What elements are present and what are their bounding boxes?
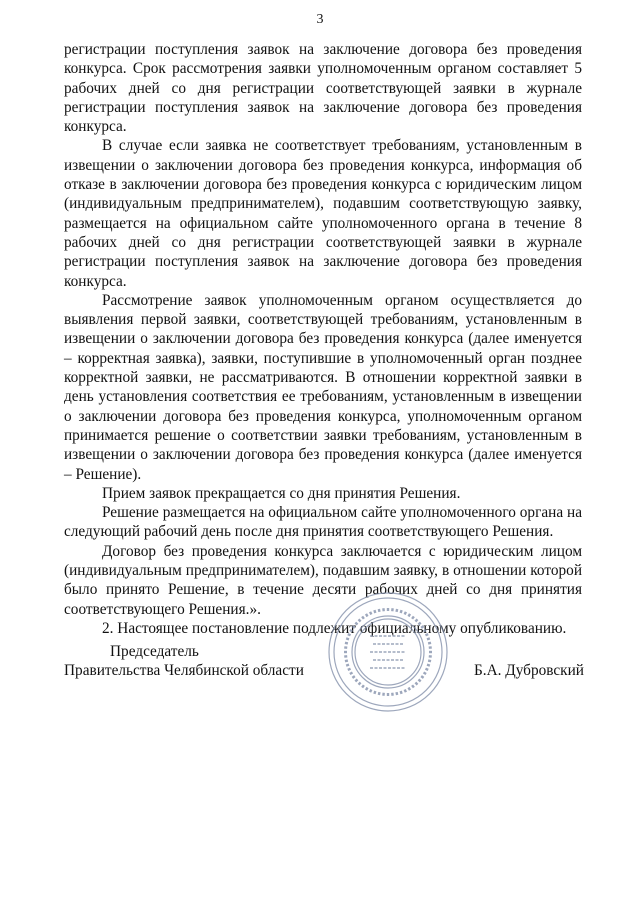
paragraph: 2. Настоящее постановление подлежит официальному опубликованию.: [102, 619, 567, 637]
paragraph: В случае если заявка не соответствует требованиям, установленным в извещении о заключении договора без проведения конкурса, информация об отказе в заключении договора без проведения конкурса с юридическим лицом (индивидуальным предпринимателем), подавшим соответствующую заявку, размещается на официальном сайте уполномоченного органа в течение 8 рабочих дней со дня регистрации соответствующей заявки в журнале регистрации поступления заявок на заключение договора без проведения конкурса.: [64, 137, 582, 290]
paragraph: Рассмотрение заявок уполномоченным органом осуществляется до выявления первой заявки, соответствующей требованиям, установленным в извещении о заключении договора без проведения конкурса (далее именуется – корректная заявка), заявки, поступившие в уполномоченный орган позднее корректной заявки, не рассматриваются. В отношении корректной заявки в день установления соответствия ее требованиям, установленным в извещении о заключении договора без проведения конкурса, уполномоченным органом принимается решение о соответствии заявки требованиям, установленным в извещении о заключении договора без проведения конкурса (далее именуется – Решение).: [64, 291, 582, 483]
paragraph: Решение размещается на официальном сайте уполномоченного органа на следующий рабочий день после дня принятия соответствующего Решения.: [64, 504, 582, 541]
signatory-name: Б.А. Дубровский: [474, 662, 584, 679]
signatory-role-line-2: Правительства Челябинской области: [64, 662, 304, 679]
signatory-role-line-1: Председатель: [110, 643, 199, 660]
document-body: [64, 40, 582, 638]
paragraph: Прием заявок прекращается со дня принятия Решения.: [102, 484, 461, 502]
paragraph: регистрации поступления заявок на заключение договора без проведения конкурса. Срок рассмотрения заявки уполномоченным органом составляет 5 рабочих дней со дня регистрации соответствующей заявки в журнале регистрации поступления заявок на заключение договора без проведения конкурса.: [64, 41, 582, 136]
page-number: 3: [316, 12, 324, 27]
signature-block: [0, 642, 640, 682]
paragraph: Договор без проведения конкурса заключается с юридическим лицом (индивидуальным предпринимателем), подавшим заявку, в отношении которой было принято Решение, в течение десяти рабочих дней со дня принятия соответствующего Решения.».: [64, 542, 582, 618]
